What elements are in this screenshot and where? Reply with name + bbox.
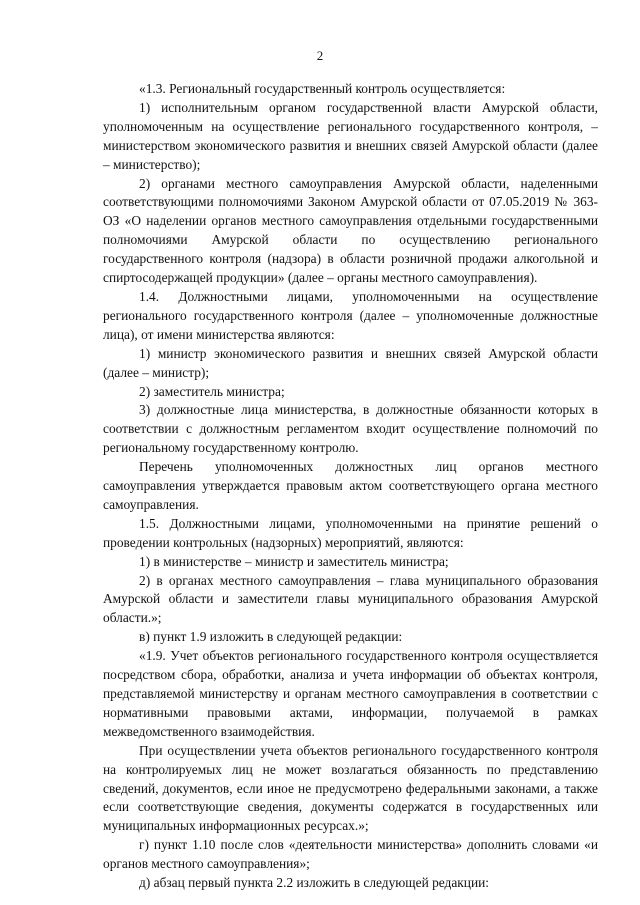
paragraph: 2) органами местного самоуправления Амурской области, наделенными соответствующими полномочиями Законом Амурской области от 07.05.2019 № 363-ОЗ «О наделении органов местного самоуправления отдельными государственными полномочиями Амурской области по осуществлению регионального государственного контроля (надзора) в области розничной продажи алкогольной и спиртосодержащей продукции» (далее – органы местного самоуправления). xyxy=(103,175,598,286)
paragraph: 2) в органах местного самоуправления – глава муниципального образования Амурской области и заместители главы муниципального образования Амурской области.»; xyxy=(103,572,598,626)
paragraph: 1) исполнительным органом государственной власти Амурской области, уполномоченным на осуществление регионального государственного контроля, – министерством экономического развития и внешних связей Амурской области (далее – министерство); xyxy=(103,99,598,172)
paragraph: «1.9. Учет объектов регионального государственного контроля осуществляется посредством сбора, обработки, анализа и учета информации об объектах контроля, представляемой министерству и органам местного самоуправления в соответствии с нормативными правовыми актами, информации, получаемой в рамках межведомственного взаимодействия. xyxy=(103,648,598,739)
paragraph: 3) должностные лица министерства, в должностные обязанности которых в соответствии с должностным регламентом входит осуществление полномочий по региональному государственному контролю. xyxy=(103,402,598,456)
paragraph: 1.5. Должностными лицами, уполномоченными на принятие решений о проведении контрольных (надзорных) мероприятий, являются: xyxy=(103,515,598,550)
paragraph: 1) в министерстве – министр и заместитель министра; xyxy=(139,553,449,569)
paragraph: в) пункт 1.9 изложить в следующей редакции: xyxy=(139,629,403,645)
page-number: 2 xyxy=(316,48,324,63)
paragraph: «1.3. Региональный государственный контроль осуществляется: xyxy=(139,81,506,96)
paragraph: 2) заместитель министра; xyxy=(139,383,285,399)
paragraph: 1) министр экономического развития и внешних связей Амурской области (далее – министр); xyxy=(103,345,598,380)
paragraph: При осуществлении учета объектов регионального государственного контроля на контролируемых лиц не может возлагаться обязанность по представлению сведений, документов, если иное не предусмотрено федеральными законами, а также если соответствующие сведения, документы содержатся в государственных или муниципальных информационных ресурсах.»; xyxy=(103,742,598,834)
paragraph: Перечень уполномоченных должностных лиц органов местного самоуправления утверждается правовым актом соответствующего органа местного самоуправления. xyxy=(103,459,598,512)
document-body xyxy=(103,80,598,893)
paragraph: д) абзац первый пункта 2.2 изложить в следующей редакции: xyxy=(139,875,490,891)
paragraph: 1.4. Должностными лицами, уполномоченными на осуществление регионального государственного контроля (далее – уполномоченные должностные лица), от имени министерства являются: xyxy=(103,288,598,342)
paragraph: г) пункт 1.10 после слов «деятельности министерства» дополнить словами «и органов местного самоуправления»; xyxy=(103,837,598,872)
